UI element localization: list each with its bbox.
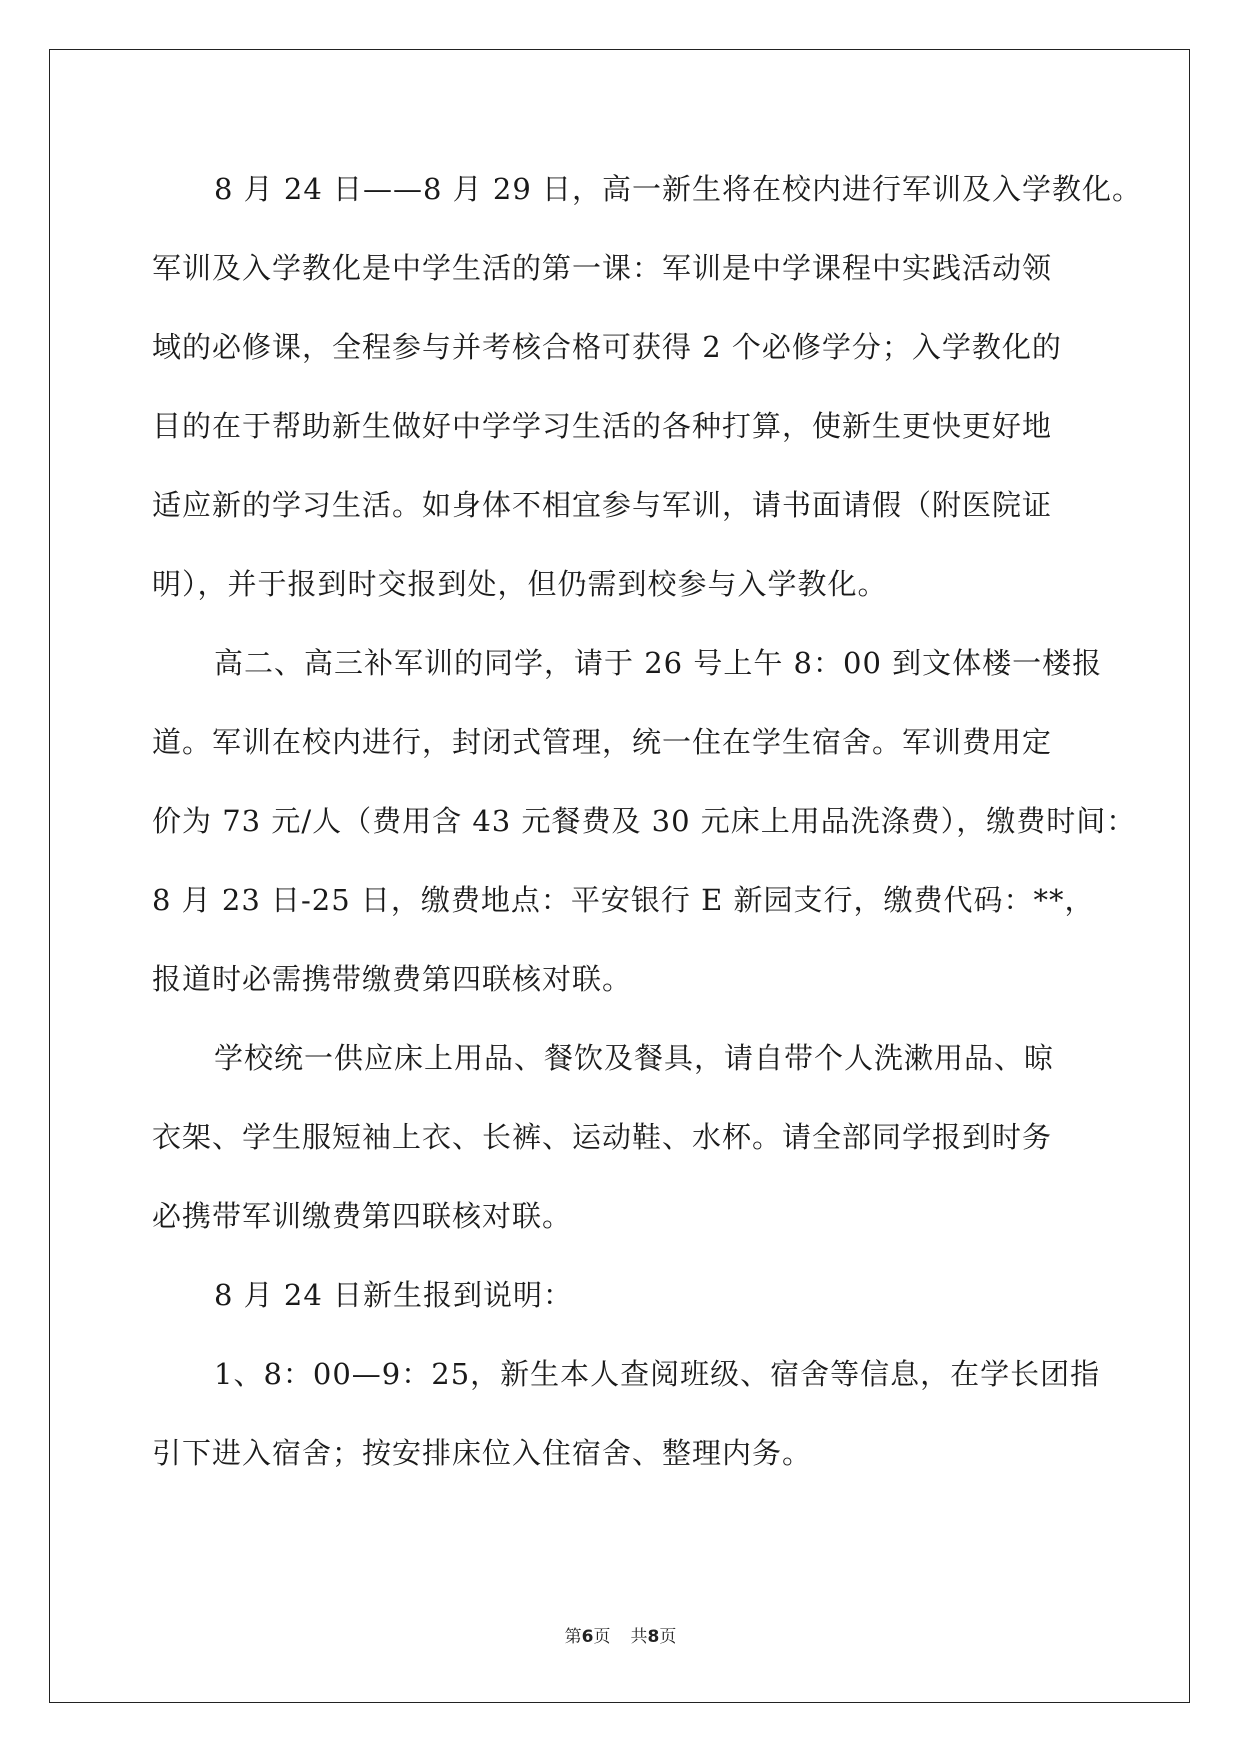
total-suffix: 页	[659, 1627, 677, 1647]
text-line: 8 月 24 日——8 月 29 日，高一新生将在校内进行军训及入学教化。	[214, 172, 1143, 206]
text-line: 8 月 24 日新生报到说明：	[214, 1278, 574, 1312]
paragraph-4	[152, 1029, 1092, 1245]
text-line: 道。军训在校内进行，封闭式管理，统一住在学生宿舍。军训费用定	[152, 725, 1053, 759]
text-line: 适应新的学习生活。如身体不相宜参与军训，请书面请假（附医院证	[152, 488, 1053, 522]
text-line: 衣架、学生服短袖上衣、长裤、运动鞋、水杯。请全部同学报到时务	[152, 1120, 1053, 1154]
page-suffix: 页	[593, 1627, 611, 1647]
text-line: 8 月 23 日-25 日，缴费地点：平安银行 E 新园支行，缴费代码：**，	[152, 883, 1095, 917]
paragraph-5	[152, 1266, 1092, 1324]
text-line: 报道时必需携带缴费第四联核对联。	[152, 962, 633, 996]
text-line: 目的在于帮助新生做好中学学习生活的各种打算，使新生更快更好地	[152, 409, 1053, 443]
text-line: 学校统一供应床上用品、餐饮及餐具，请自带个人洗漱用品、晾	[214, 1041, 1055, 1075]
paragraph-3	[152, 634, 1137, 1008]
paragraph-1	[152, 160, 1143, 218]
text-line: 1、8：00—9：25，新生本人查阅班级、宿舍等信息，在学长团指	[214, 1357, 1101, 1391]
page-current: 6	[581, 1627, 594, 1647]
text-line: 军训及入学教化是中学生活的第一课：军训是中学课程中实践活动领	[152, 251, 1053, 285]
document-body	[152, 160, 1143, 1503]
text-line: 明），并于报到时交报到处，但仍需到校参与入学教化。	[152, 567, 888, 601]
text-line: 域的必修课，全程参与并考核合格可获得 2 个必修学分；入学教化的	[152, 330, 1062, 364]
text-line: 必携带军训缴费第四联核对联。	[152, 1199, 573, 1233]
paragraph-6	[152, 1345, 1101, 1482]
page-prefix: 第	[564, 1627, 582, 1647]
total-prefix: 共	[630, 1627, 648, 1647]
text-line: 价为 73 元/人（费用含 43 元餐费及 30 元床上用品洗涤费），缴费时间：	[152, 804, 1137, 838]
text-line: 引下进入宿舍；按安排床位入住宿舍、整理内务。	[152, 1436, 813, 1470]
paragraph-2	[152, 239, 1092, 613]
text-line: 高二、高三补军训的同学，请于 26 号上午 8：00 到文体楼一楼报	[214, 646, 1103, 680]
page-footer	[0, 1622, 1241, 1647]
page-total: 8	[647, 1627, 660, 1647]
